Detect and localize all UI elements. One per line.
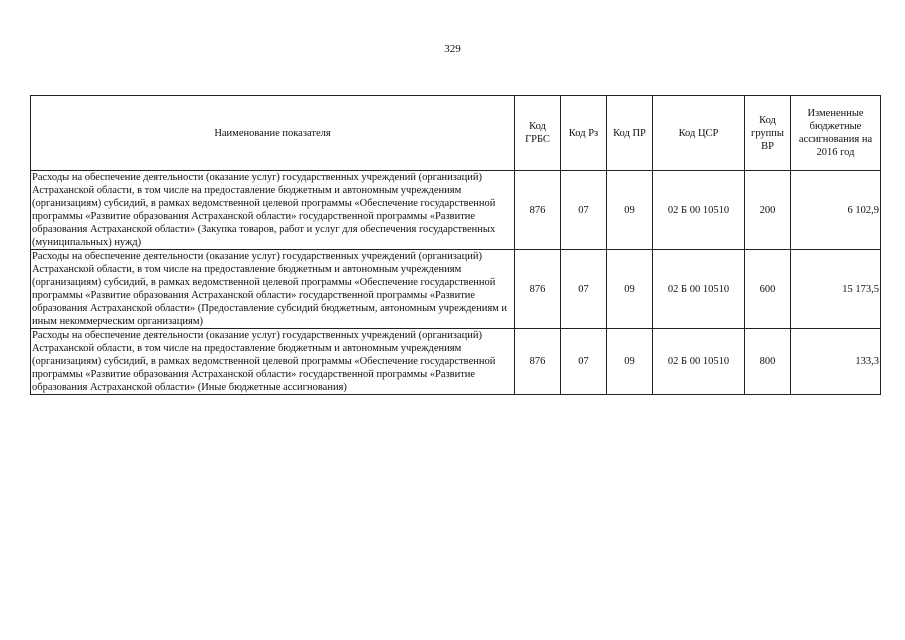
- row-grbs: 876: [515, 250, 561, 329]
- table-row: [31, 250, 881, 329]
- row-csr: 02 Б 00 10510: [653, 171, 745, 250]
- row-amount: 133,3: [791, 329, 881, 395]
- table-row: [31, 329, 881, 395]
- row-name: Расходы на обеспечение деятельности (оказание услуг) государственных учреждений (организаций) Астраханской области, в том числе на предоставление бюджетным и автономным учреждениям (организациям) субсидий, в рамках ведомственной целевой программы «Обеспечение государственной программы «Развитие образования Астраханской области» государственной программы «Развитие образования Астраханской области» (Иные бюджетные ассигнования): [31, 329, 515, 395]
- row-pr: 09: [607, 329, 653, 395]
- row-grbs: 876: [515, 171, 561, 250]
- header-amount: Измененные бюджетные ассигнования на 2016 год: [791, 96, 881, 171]
- page-number: 329: [444, 43, 461, 55]
- row-name: Расходы на обеспечение деятельности (оказание услуг) государственных учреждений (организаций) Астраханской области, в том числе на предоставление бюджетным и автономным учреждениям (организациям) субсидий, в рамках ведомственной целевой программы «Обеспечение государственной программы «Развитие образования Астраханской области» государственной программы «Развитие образования Астраханской области» (Закупка товаров, работ и услуг для обеспечения государственных (муниципальных) нужд): [31, 171, 515, 250]
- row-name: Расходы на обеспечение деятельности (оказание услуг) государственных учреждений (организаций) Астраханской области, в том числе на предоставление бюджетным и автономным учреждениям (организациям) субсидий, в рамках ведомственной целевой программы «Обеспечение государственной программы «Развитие образования Астраханской области» государственной программы «Развитие образования Астраханской области» (Предоставление субсидий бюджетным, автономным учреждениям и иным некоммерческим организациям): [31, 250, 515, 329]
- row-csr: 02 Б 00 10510: [653, 329, 745, 395]
- row-csr: 02 Б 00 10510: [653, 250, 745, 329]
- table-header-row: [31, 96, 881, 171]
- row-pr: 09: [607, 171, 653, 250]
- header-csr: Код ЦСР: [653, 96, 745, 171]
- table-row: [31, 171, 881, 250]
- row-grbs: 876: [515, 329, 561, 395]
- header-vr: Код группы ВР: [745, 96, 791, 171]
- row-vr: 200: [745, 171, 791, 250]
- row-vr: 800: [745, 329, 791, 395]
- row-rz: 07: [561, 171, 607, 250]
- header-pr: Код ПР: [607, 96, 653, 171]
- row-amount: 6 102,9: [791, 171, 881, 250]
- row-pr: 09: [607, 250, 653, 329]
- header-rz: Код Рз: [561, 96, 607, 171]
- row-vr: 600: [745, 250, 791, 329]
- row-amount: 15 173,5: [791, 250, 881, 329]
- row-rz: 07: [561, 250, 607, 329]
- budget-table: [30, 95, 881, 395]
- row-rz: 07: [561, 329, 607, 395]
- header-grbs: Код ГРБС: [515, 96, 561, 171]
- header-name: Наименование показателя: [31, 96, 515, 171]
